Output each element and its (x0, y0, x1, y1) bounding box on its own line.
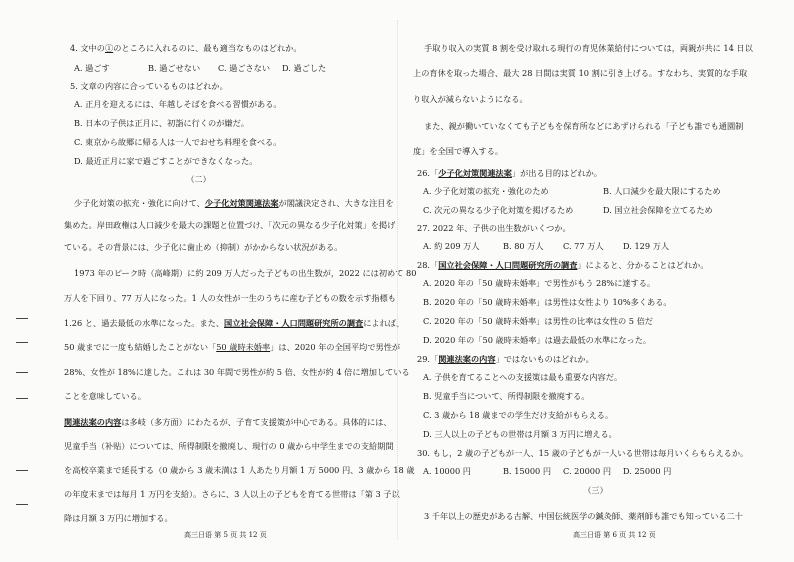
q5-option-a[interactable]: A. 正月を迎えるには、年越しそばを食べる習慣がある。 (74, 99, 282, 109)
underlined-phrase: 少子化対策関連法案 (438, 168, 512, 178)
question-4-stem: 4. 文中の①のところに入れるのに、最も適当なものはどれか。 (70, 43, 302, 53)
q29-option-c[interactable]: C. 3 歳から 18 歳までの学生だけ支給がもらえる。 (423, 410, 614, 420)
q4-option-d[interactable]: D. 過ごした (282, 63, 327, 73)
para2-line3: 1.26 と、過去最低の水準になった。また、国立社会保障・人口問題研究所の調査によれば、 (64, 318, 405, 328)
q29-option-a[interactable]: A. 子供を育てることへの支援策は最も重要な内容だ。 (423, 372, 623, 382)
cont2-line1: また、親が働いていなくても子どもを保育所などにあずけられる「子ども誰でも通園制 (424, 121, 744, 131)
binding-mark (16, 504, 28, 505)
binding-mark (16, 342, 28, 343)
underlined-phrase: 50 歳時未婚率 (216, 342, 271, 352)
q30-option-a[interactable]: A. 10000 円 (423, 466, 471, 476)
q5-option-c[interactable]: C. 東京から故郷に帰る人は一人でおせち料理を食べる。 (74, 137, 282, 147)
underlined-phrase: 少子化対策関連法案 (204, 198, 279, 208)
section3-first-line: 3 千年以上の歴史がある古解、中国伝統医学の鍼灸師、薬剤師も誰でも知っている二十 (424, 511, 743, 521)
underlined-phrase: 関連法案の内容 (438, 354, 496, 364)
blank-marker: ① (104, 43, 114, 53)
binding-mark (16, 470, 28, 471)
section-title: （三） (583, 485, 608, 495)
q5-option-b[interactable]: B. 日本の子供は正月に、初詣に行くのが嫌だ。 (74, 118, 249, 128)
q27-option-b[interactable]: B. 80 万人 (503, 241, 544, 251)
para3-line5: 降は月額 3 万円に増加する。 (64, 513, 173, 523)
page-footer: 高三日语 第 6 页 共 12 页 (573, 531, 656, 539)
underlined-phrase: 関連法案の内容 (64, 417, 122, 427)
q29-option-b[interactable]: B. 児童手当について、所得制限を撤廃する。 (423, 391, 590, 401)
para3-line3: を高校卒業まで延長する（0 歳から 3 歳未満は 1 人あたり月額 1 万 5000 円、3 歳から 18 歳 (64, 465, 415, 475)
q26-option-d[interactable]: D. 国立社会保障を立てるため (603, 205, 713, 215)
q30-option-d[interactable]: D. 25000 円 (623, 466, 672, 476)
question-27-stem: 27. 2022 年、子供の出生数がいくつか。 (417, 223, 571, 233)
q26-option-b[interactable]: B. 人口減少を最大限にするため (603, 186, 721, 196)
q4-option-b[interactable]: B. 過ごせない (148, 63, 201, 73)
binding-mark (16, 372, 28, 373)
underlined-phrase: 国立社会保障・人口問題研究所の調査 (438, 260, 578, 270)
question-30-stem: 30. もし，2 歳の子どもが一人、15 歳の子どもが一人いる世帯は毎月いくらもらえるか。 (417, 448, 749, 458)
q4-option-a[interactable]: A. 過ごす (74, 63, 110, 73)
q28-option-c[interactable]: C. 2020 年の「50 歳時未婚率」は男性の比率は女性の 5 倍だ (423, 316, 653, 326)
page-footer: 高三日语 第 5 页 共 12 页 (184, 531, 267, 539)
question-28-stem: 28.「国立社会保障・人口問題研究所の調査」によると、分かることはどれか。 (417, 260, 709, 270)
para2-line5: 28%、女性が 18%に達した。これは 30 年間で男性が約 5 倍、女性が約 4 倍に増加している (64, 367, 410, 377)
binding-mark (16, 398, 28, 399)
right-page (397, 0, 794, 562)
q26-option-c[interactable]: C. 次元の異なる少子化対策を掲げるため (423, 205, 574, 215)
section-title: （二） (186, 174, 211, 184)
q29-option-d[interactable]: D. 三人以上の子どもの世帯は月額 3 万円に増える。 (423, 429, 617, 439)
binding-mark (16, 318, 28, 319)
q28-option-d[interactable]: D. 2020 年の「50 歳時未婚率」は過去最低の水準になった。 (423, 335, 652, 345)
q28-option-b[interactable]: B. 2020 年の「50 歳時未婚率」は男性は女性より 10%多くある。 (423, 297, 672, 307)
q28-option-a[interactable]: A. 2020 年の「50 歳時未婚率」で男性がもう 28%に達する。 (423, 278, 656, 288)
cont-line3: り収入が減らないようになる。 (413, 94, 528, 104)
para1-line3: ている。その背景には、少子化に歯止め（抑制）がかからない状況がある。 (64, 242, 343, 252)
para3-line1: 関連法案の内容は多岐（多方面）にわたるが、子育て支援策が中心である。具体的には、 (64, 417, 392, 427)
question-29-stem: 29.「関連法案の内容」ではないものはどれか。 (417, 354, 594, 364)
para3-line2: 児童手当（补贴）については、所得制限を撤廃し、現行の 0 歳から中学生までの支給期間 (64, 441, 394, 451)
para1-line1: 少子化対策の拡充・強化に向けて、少子化対策関連法案が閣議決定され、大きな注目を (74, 198, 394, 208)
q27-option-a[interactable]: A. 約 209 万人 (423, 241, 480, 251)
q27-option-c[interactable]: C. 77 万人 (563, 241, 604, 251)
para1-line2: 集めた。岸田政権は人口減少を最大の課題と位置づけ、「次元の異なる少子化対策」を掲げ (64, 220, 396, 230)
underlined-phrase: 国立社会保障・人口問題研究所の調査 (224, 318, 364, 328)
q30-option-b[interactable]: B. 15000 円 (503, 466, 552, 476)
question-5-stem: 5. 文章の内容に合っているものはどれか。 (70, 81, 228, 91)
q26-option-a[interactable]: A. 少子化対策の拡充・強化のため (423, 186, 549, 196)
cont-line2: 上の育休を取った場合、最大 28 日間は実質 10 割に引き上げる。すなわち、実質的な手取 (413, 68, 748, 78)
q4-option-c[interactable]: C. 過ごさない (218, 63, 271, 73)
para2-line6: ことを意味している。 (64, 391, 146, 401)
para2-line1: 1973 年のピーク時（高峰期）に約 209 万人だった子どもの出生数が，2022 には初めて 80 (74, 268, 417, 278)
question-26-stem: 26.「少子化対策関連法案」が出る目的はどれか。 (417, 168, 602, 178)
para2-line2: 万人を下回り、77 万人になった。1 人の女性が一生のうちに産む子どもの数を示す指標も (64, 293, 396, 303)
cont2-line2: 度」を全国で導入する。 (413, 146, 504, 156)
q27-option-d[interactable]: D. 129 万人 (623, 241, 670, 251)
q30-option-c[interactable]: C. 20000 円 (563, 466, 612, 476)
q5-option-d[interactable]: D. 最近正月に家で過ごすことができなくなった。 (74, 156, 258, 166)
para2-line4: 50 歳までに一度も結婚したことがない「50 歳時未婚率」は、2020 年の全国平均で男性が (64, 342, 401, 352)
para3-line4: の年度末までは毎月 1 万円を支給）。さらに、3 人以上の子どもを育てる世帯は「第 3 子以 (64, 489, 400, 499)
cont-line1: 手取り収入の実質 8 割を受け取れる現行の育児休業給付については，両親が共に 14 日以 (424, 43, 753, 53)
